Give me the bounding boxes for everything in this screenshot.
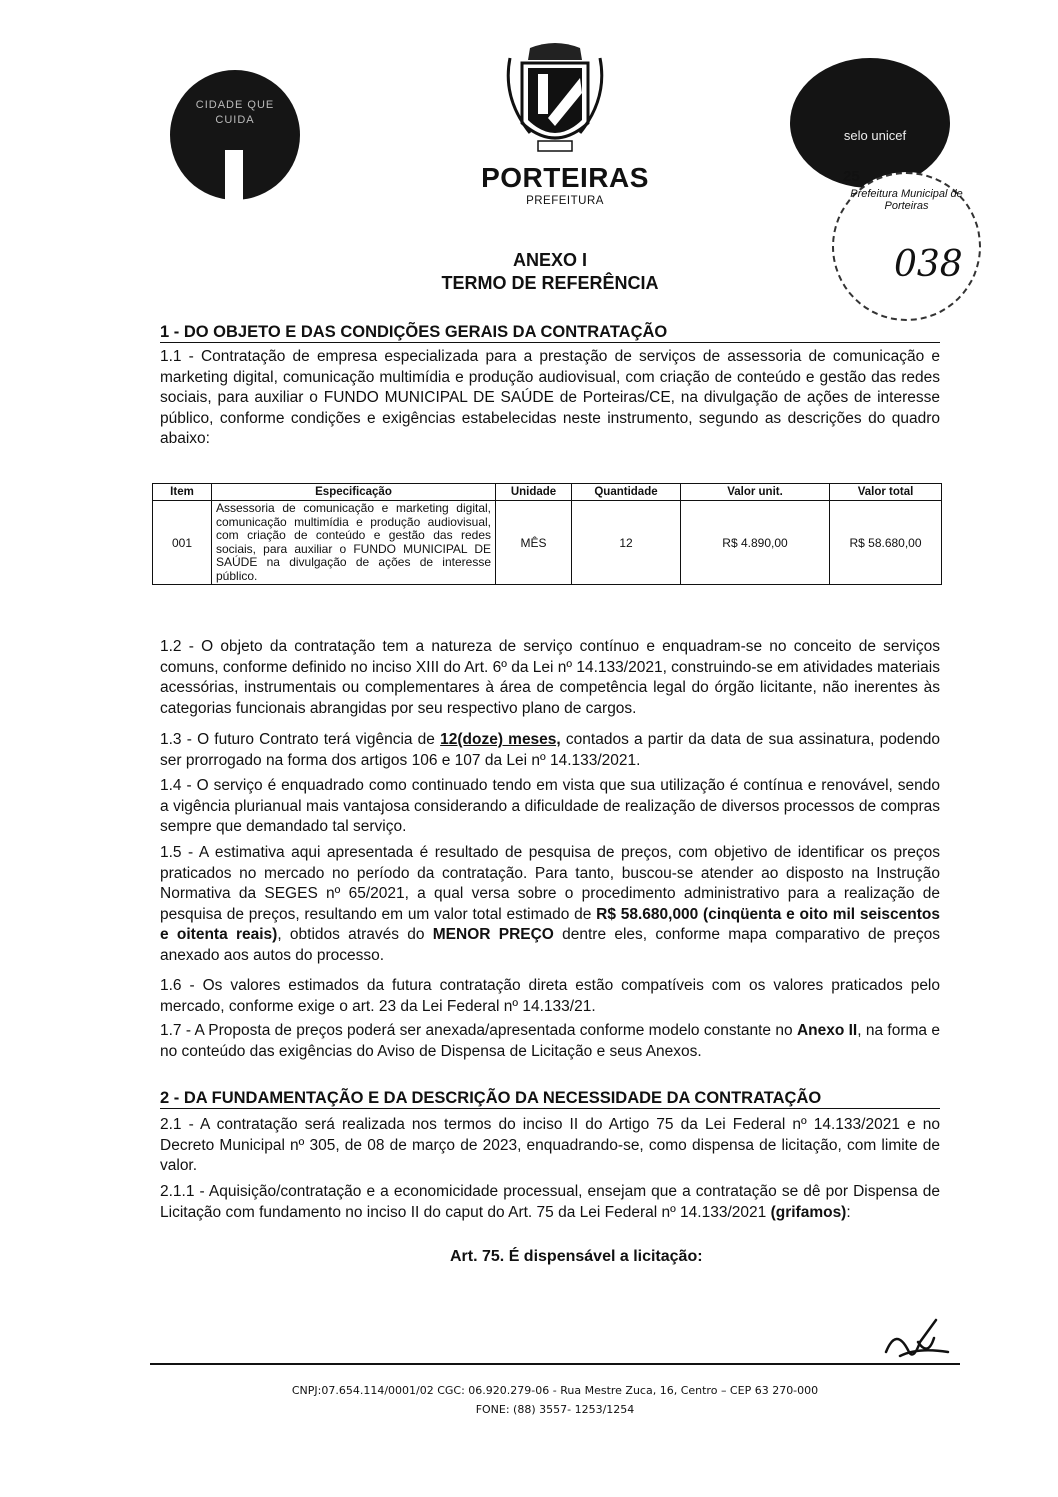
paragraph-1-7 — [160, 1021, 940, 1062]
paragraph-2-1-1-text: 2.1.1 - Aquisição/contratação e a economicidade processual, ensejam que a contratação se dê por Dispensa de Licitação com fundamento no inciso II do caput do Art. 75 da Lei Federal nº 14.133/2021 — [160, 1183, 940, 1221]
paragraph-1-5-text: 1.5 - A estimativa aqui apresentada é resultado de pesquisa de preços, com objetivo de identificar os preços praticados no mercado no período da contratação. Para tanto, buscou-se atender ao disposto na Instrução Normativa da SEGES nº 65/2021, a qual versa sobre o procedimento administrativo para a realização de pesquisa de preços, resultando em um valor total estimado de — [160, 844, 940, 923]
paragraph-1-5-rest: dentre eles, conforme mapa comparativo de preços anexado aos autos do processo. — [160, 926, 940, 964]
cell-item: 001 — [153, 501, 212, 585]
article-75: Art. 75. É dispensável a licitação: — [450, 1248, 703, 1265]
stamp-page-number: 25 — [843, 168, 860, 185]
cell-unit-price: R$ 4.890,00 — [681, 501, 830, 585]
left-seal-text: CIDADE QUE CUIDA — [195, 99, 275, 126]
cell-total: R$ 58.680,00 — [830, 501, 942, 585]
cell-quantity: 12 — [572, 501, 681, 585]
document-title: TERMO DE REFERÊNCIA — [441, 273, 659, 293]
table-row — [153, 501, 942, 585]
section2-heading: 2 - DA FUNDAMENTAÇÃO E DA DESCRIÇÃO DA NECESSIDADE DA CONTRATAÇÃO — [160, 1089, 940, 1109]
col-unit: Unidade — [496, 484, 572, 501]
table-header-row — [153, 484, 942, 501]
brand-name: PORTEIRAS — [481, 162, 649, 193]
paragraph-1-1: 1.1 - Contratação de empresa especializada para a prestação de serviços de assessoria de comunicação e marketing digital, comunicação multimídia e produção audiovisual, com criação de conteúdo e gestão das redes sociais, para auxiliar o FUNDO MUNICIPAL DE SAÚDE de Porteiras/CE, na divulgação de ações de interesse público, conforme condições e exigências estabelecidas neste instrumento, segundo as descrições do quadro abaixo: — [160, 348, 940, 447]
brand-subtitle: PREFEITURA — [526, 195, 604, 207]
footer-phone: FONE: (88) 3557- 1253/1254 — [475, 1403, 635, 1416]
contract-term: 12(doze) meses, — [440, 731, 561, 748]
stamp-text: Prefeitura Municipal de Porteiras — [850, 188, 963, 212]
grifamos: (grifamos) — [770, 1203, 847, 1221]
paragraph-2-1-1 — [160, 1182, 940, 1223]
left-seal-figure — [225, 150, 243, 200]
lowest-price: MENOR PREÇO — [432, 926, 554, 943]
paragraph-1-7-text: 1.7 - A Proposta de preços poderá ser anexada/apresentada conforme modelo constante no — [160, 1022, 797, 1039]
paragraph-1-4: 1.4 - O serviço é enquadrado como continuado tendo em vista que sua utilização é contínua e renovável, sendo a vigência plurianual mais vantajosa considerando a dificuldade de realização de diversos processos de compras sempre que demandado tal serviço. — [160, 777, 940, 835]
paragraph-2-1: 2.1 - A contratação será realizada nos termos do inciso II do Artigo 75 da Lei Federal nº 14.133/2021 e no Decreto Municipal nº 305, de 08 de março de 2023, enquadrando-se, como dispensa de licitação, com limite de valor. — [160, 1116, 940, 1174]
paragraph-1-3-rest: contados a partir da data de sua assinatura, podendo ser prorrogado na forma dos artigos 106 e 107 da Lei nº 14.133/2021. — [160, 731, 940, 769]
paragraph-1-3-text: 1.3 - O futuro Contrato terá vigência de — [160, 731, 441, 748]
col-specification: Especificação — [212, 484, 496, 501]
col-unit-price: Valor unit. — [681, 484, 830, 501]
coat-of-arms-icon — [500, 38, 610, 158]
stamp-number: 038 — [894, 244, 963, 285]
col-total: Valor total — [830, 484, 942, 501]
col-item: Item — [153, 484, 212, 501]
paragraph-1-3 — [160, 730, 940, 771]
municipal-stamp — [832, 172, 981, 321]
unicef-seal-text: selo unicef — [843, 128, 907, 143]
paragraph-1-7-rest: , na forma e no conteúdo das exigências do Aviso de Dispensa de Licitação e seus Anexos. — [160, 1022, 940, 1060]
items-table — [152, 483, 942, 585]
paragraph-1-5-mid: , obtidos através do — [277, 926, 433, 943]
left-seal — [170, 70, 300, 200]
paragraph-2-1-1-end: : — [846, 1203, 851, 1221]
paragraph-1-2: 1.2 - O objeto da contratação tem a natureza de serviço contínuo e enquadram-se no conceito de serviços comuns, conforme definido no inciso XIII do Art. 6º da Lei nº 14.133/2021, construindo-se em atividades materiais acessórias, instrumentais ou complementares à área de competência legal do órgão licitante, não inerentes às categorias funcionais abrangidas por seu respectivo plano de cargos. — [160, 638, 940, 717]
col-quantity: Quantidade — [572, 484, 681, 501]
unicef-seal — [790, 58, 950, 188]
section1-heading: 1 - DO OBJETO E DAS CONDIÇÕES GERAIS DA CONTRATAÇÃO — [160, 323, 940, 343]
footer-divider — [150, 1363, 960, 1365]
annex-ii-ref: Anexo II — [796, 1022, 858, 1039]
cell-unit: MÊS — [496, 501, 572, 585]
paragraph-1-6: 1.6 - Os valores estimados da futura contratação direta estão compatíveis com os valores praticados pelo mercado, conforme exige o art. 23 da Lei Federal nº 14.133/21. — [160, 977, 940, 1015]
paragraph-1-5 — [160, 843, 940, 966]
cell-specification: Assessoria de comunicação e marketing digital, comunicação multimídia e produção audiovisual, com criação de conteúdo e gestão das redes sociais, para auxiliar o FUNDO MUNICIPAL DE SAÚDE na divulgação de ações de interesse público. — [212, 501, 496, 585]
footer-address: CNPJ:07.654.114/0001/02 CGC: 06.920.279-06 - Rua Mestre Zuca, 16, Centro – CEP 63 270-000 — [291, 1384, 819, 1397]
estimated-value: R$ 58.680,000 (cinqüenta e oito mil seiscentos e oitenta reais) — [160, 905, 940, 943]
annex-title: ANEXO I — [512, 250, 587, 270]
